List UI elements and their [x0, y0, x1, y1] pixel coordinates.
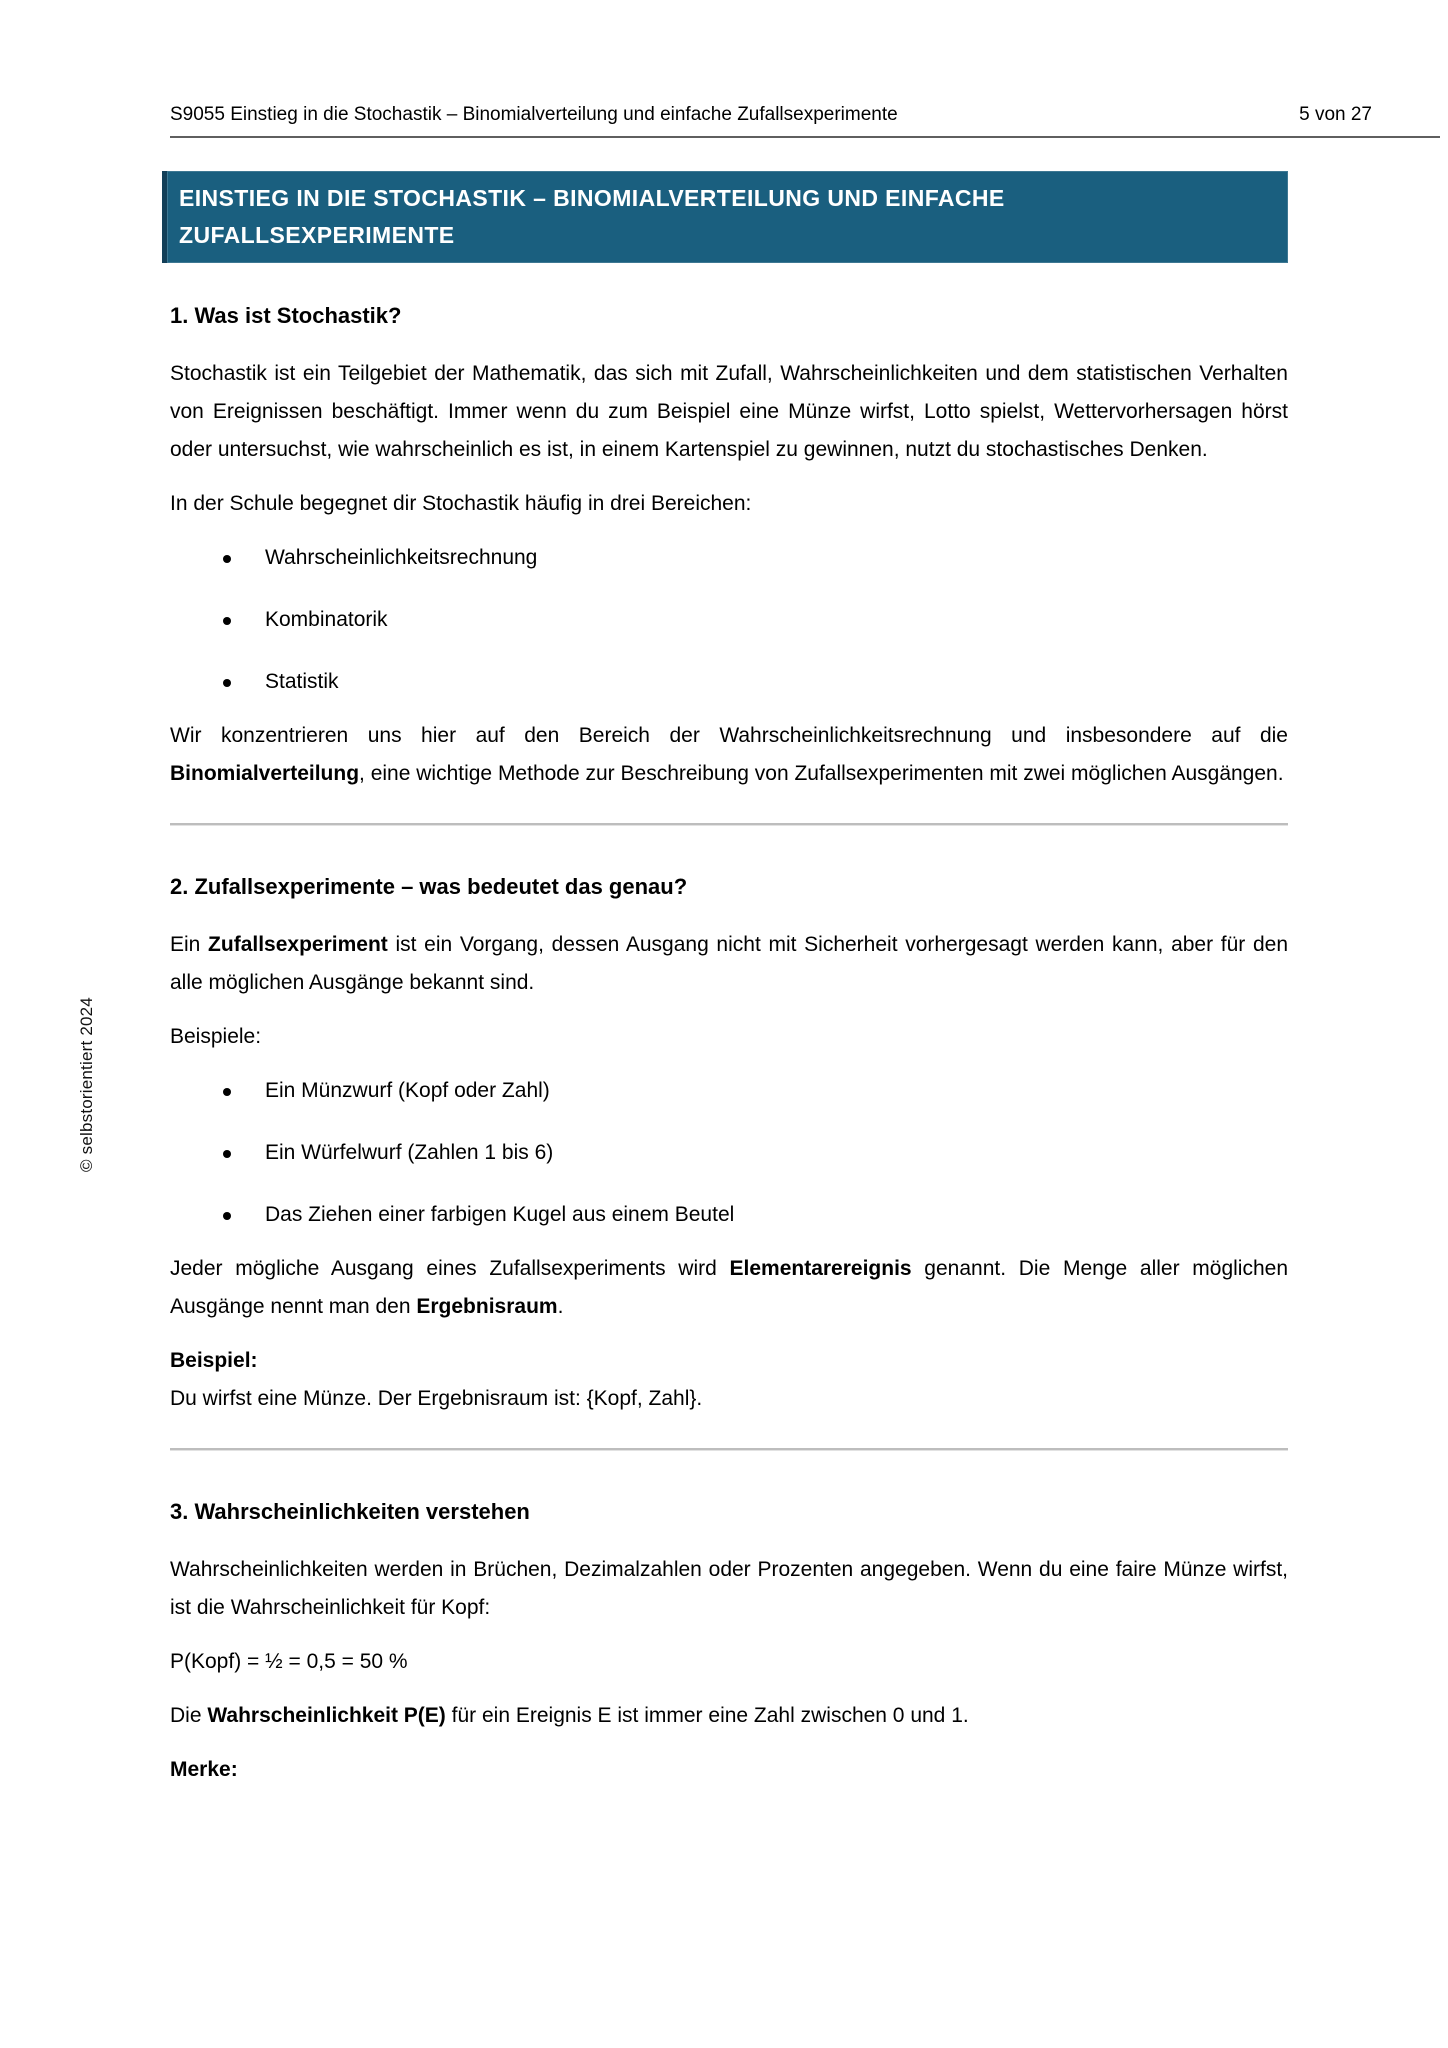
- copyright-vertical-text: © selbstorientiert 2024: [77, 997, 96, 1172]
- bullet-icon: [223, 1212, 231, 1220]
- bullet-icon: [223, 1088, 231, 1096]
- list-item: [170, 1196, 1288, 1234]
- list-item-label: Das Ziehen einer farbigen Kugel aus einem Beutel: [265, 1203, 735, 1226]
- section1-bullet-list: [170, 539, 1288, 701]
- section1-heading: 1. Was ist Stochastik?: [170, 303, 402, 328]
- list-item-label: Ein Münzwurf (Kopf oder Zahl): [265, 1079, 550, 1102]
- list-item: [170, 1072, 1288, 1110]
- section3-heading: 3. Wahrscheinlichkeiten verstehen: [170, 1499, 530, 1524]
- list-item: [170, 539, 1288, 577]
- header-page-indicator: 5 von 27: [1299, 104, 1372, 125]
- section1-paragraph-1: Stochastik ist ein Teilgebiet der Mathematik, das sich mit Zufall, Wahrscheinlichkeiten und dem statistischen Verhalten von Ereignissen beschäftigt. Immer wenn du zum Beispiel eine Münze wirfst, Lotto spielst, Wettervorhersagen hörst oder untersuchst, wie wahrscheinlich es ist, in einem Kartenspiel zu gewinnen, nutzt du stochastisches Denken.: [170, 362, 1288, 461]
- merke-label: Merke:: [170, 1758, 238, 1781]
- section2-paragraph-1: Ein Zufallsexperiment ist ein Vorgang, dessen Ausgang nicht mit Sicherheit vorhergesagt werden kann, aber für den alle möglichen Ausgänge bekannt sind.: [170, 933, 1289, 994]
- section2-paragraph-3: Jeder mögliche Ausgang eines Zufallsexperiments wird Elementarereignis genannt. Die Menge aller möglichen Ausgänge nennt man den Ergebnisraum.: [170, 1257, 1288, 1318]
- bullet-icon: [223, 1150, 231, 1158]
- running-header: [170, 103, 1440, 138]
- section-divider: [170, 1448, 1288, 1451]
- section2-bullet-list: [170, 1072, 1288, 1234]
- section1-paragraph-3: Wir konzentrieren uns hier auf den Bereich der Wahrscheinlichkeitsrechnung und insbesondere auf die Binomialverteilung, eine wichtige Methode zur Beschreibung von Zufallsexperimenten mit zwei möglichen Ausgängen.: [170, 724, 1288, 785]
- section1-paragraph-2: In der Schule begegnet dir Stochastik häufig in drei Bereichen:: [170, 492, 752, 515]
- section2-heading: 2. Zufallsexperimente – was bedeutet das genau?: [170, 874, 688, 899]
- list-item-label: Wahrscheinlichkeitsrechnung: [265, 546, 538, 569]
- header-doc-code: S9055 Einstieg in die Stochastik – Binomialverteilung und einfache Zufallsexperimente: [170, 104, 898, 125]
- bullet-icon: [223, 679, 231, 687]
- list-item: [170, 663, 1288, 701]
- example-label: Beispiel:: [170, 1349, 258, 1372]
- section3-paragraph-2: Die Wahrscheinlichkeit P(E) für ein Ereignis E ist immer eine Zahl zwischen 0 und 1.: [170, 1704, 969, 1727]
- section2-example-block: [170, 1342, 1288, 1418]
- list-item: [170, 1134, 1288, 1172]
- list-item: [170, 601, 1288, 639]
- probability-formula: P(Kopf) = ½ = 0,5 = 50 %: [170, 1650, 408, 1673]
- bullet-icon: [223, 617, 231, 625]
- title-banner: EINSTIEG IN DIE STOCHASTIK – BINOMIALVERTEILUNG UND EINFACHE ZUFALLSEXPERIMENTE: [162, 171, 1288, 263]
- list-item-label: Statistik: [265, 670, 339, 693]
- section-divider: [170, 823, 1288, 826]
- section2-examples-label: Beispiele:: [170, 1025, 262, 1048]
- section3-paragraph-1: Wahrscheinlichkeiten werden in Brüchen, Dezimalzahlen oder Prozenten angegeben. Wenn du eine faire Münze wirfst, ist die Wahrscheinlichkeit für Kopf:: [170, 1558, 1288, 1619]
- list-item-label: Ein Würfelwurf (Zahlen 1 bis 6): [265, 1141, 554, 1164]
- example-text: Du wirfst eine Münze. Der Ergebnisraum ist: {Kopf, Zahl}.: [170, 1387, 703, 1410]
- content-column: [170, 171, 1288, 1789]
- bullet-icon: [223, 555, 231, 563]
- list-item-label: Kombinatorik: [265, 608, 388, 631]
